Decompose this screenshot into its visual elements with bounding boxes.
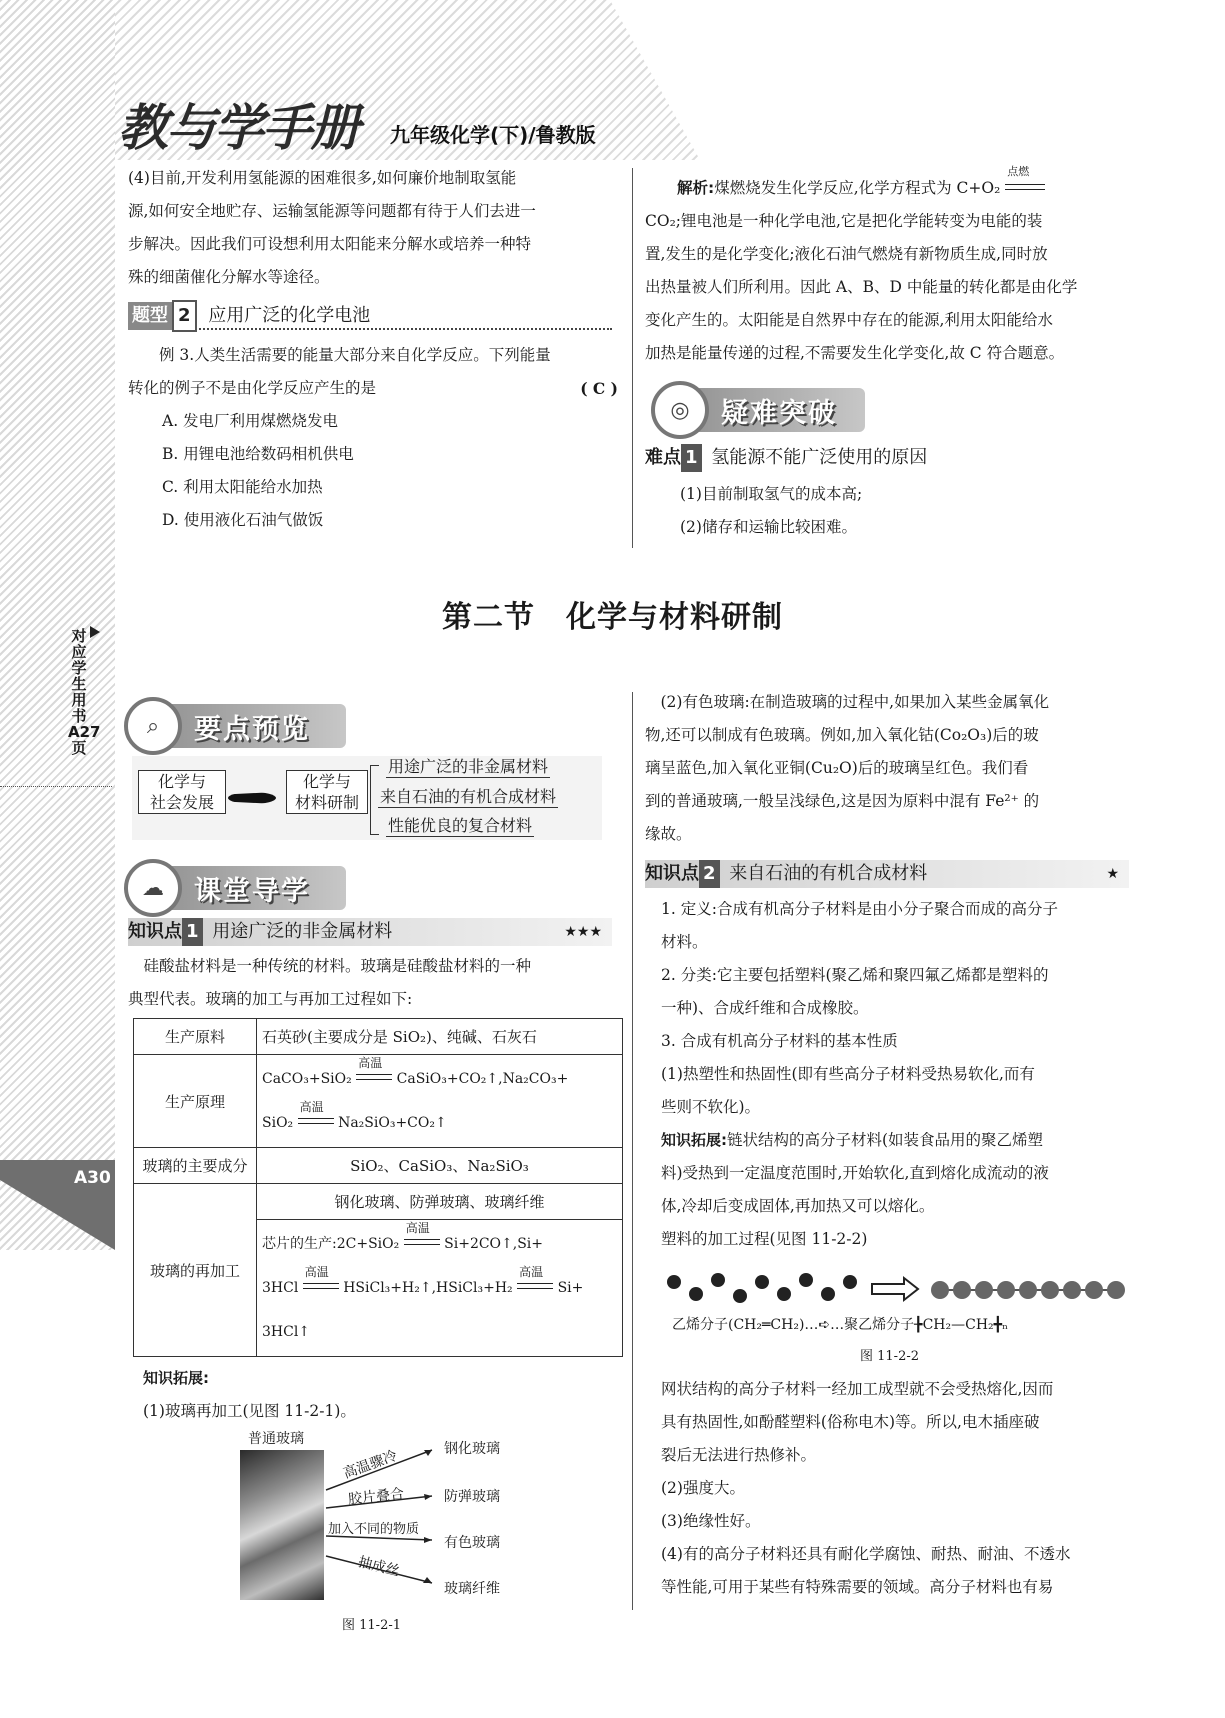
eq-part: CaCO₃+SiO₂ — [262, 1071, 352, 1087]
mindmap-root: 化学与 社会发展 — [138, 770, 226, 814]
kp-label: 知识点 — [128, 921, 182, 942]
side-note — [68, 627, 101, 757]
glass-line: (2)有色玻璃:在制造玻璃的过程中,如果加入某些金属氧化 — [660, 693, 1050, 711]
glass-line: 到的普通玻璃,一般呈浅绿色,这是因为原料中混有 Fe²⁺ 的 — [645, 792, 1040, 810]
kp1-line: 典型代表。玻璃的加工与再加工过程如下: — [128, 990, 413, 1008]
kp2-heading — [645, 860, 1129, 888]
kp1-number: 1 — [182, 918, 203, 946]
condition-text: 高温 — [519, 1265, 544, 1279]
overview-title: 要点预览 — [194, 713, 310, 745]
kp1-stars: ★★★ — [564, 924, 602, 940]
eq-part: 芯片的生产:2C+SiO₂ — [262, 1236, 400, 1252]
analysis-line: 加热是能量传递的过程,不需要发生化学变化,故 C 符合题意。 — [645, 344, 1065, 362]
tail-line: (3)绝缘性好。 — [661, 1512, 761, 1530]
condition-text: 高温 — [405, 1221, 430, 1235]
option-b: B. 用锂电池给数码相机供电 — [162, 445, 354, 463]
para-line: 步解决。因此我们可设想利用太阳能来分解水或培养一种特 — [128, 235, 532, 253]
table-head: 玻璃的主要成分 — [134, 1148, 257, 1184]
section-title: 第二节 化学与材料研制 — [442, 600, 783, 635]
kp2-line: (1)热塑性和热固性(即有些高分子材料受热易软化,而有 — [661, 1065, 1035, 1083]
analysis — [645, 165, 1135, 370]
mindmap-mid: 化学与 材料研制 — [286, 770, 368, 814]
ext-line: 塑料的加工过程(见图 11-2-2) — [661, 1230, 868, 1248]
equals-bar — [1005, 184, 1045, 190]
condition-gaowen — [517, 1265, 553, 1295]
banner-title: 疑难突破 — [721, 397, 837, 429]
table-cell: SiO₂、CaSiO₃、Na₂SiO₃ — [257, 1148, 623, 1184]
equals-bar — [404, 1239, 440, 1245]
fig2-caption: 图 11-2-2 — [860, 1349, 920, 1364]
ext-text: 链状结构的高分子材料(如装食品用的聚乙烯塑 — [727, 1131, 1044, 1149]
fig1-caption: 图 11-2-1 — [342, 1618, 402, 1633]
book-logo: 教与学手册 — [118, 99, 358, 157]
analysis-head: 煤燃烧发生化学反应,化学方程式为 C+O₂ — [714, 179, 1001, 197]
kp2-tail — [645, 1373, 1135, 1604]
analysis-line: 出热量被人们所利用。因此 A、B、D 中能量的转化都是由化学 — [645, 278, 1078, 296]
fig1-product: 防弹玻璃 — [444, 1489, 500, 1505]
ext-line: 料)受热到一定温度范围时,开始软化,直到熔化成流动的液 — [661, 1164, 1049, 1182]
tail-line: (2)强度大。 — [661, 1479, 745, 1497]
tail-line: 具有热固性,如酚醛塑料(俗称电木)等。所以,电木插座破 — [661, 1413, 1040, 1431]
figure-glass-processing — [232, 1428, 552, 1608]
condition-gaowen — [404, 1221, 440, 1251]
condition-text: 高温 — [358, 1056, 383, 1070]
answer-bracket: ( C ) — [580, 379, 618, 398]
fig1-process: 胶片叠合 — [347, 1486, 405, 1508]
fig1-source-label: 普通玻璃 — [248, 1431, 304, 1447]
glass-process-table — [133, 1018, 623, 1357]
analysis-first-line — [645, 165, 1135, 205]
mindmap-branch: 来自石油的有机合成材料 — [378, 784, 558, 808]
example-line-2 — [128, 372, 618, 405]
colored-glass — [645, 686, 1135, 851]
para-line: 源,如何安全地贮存、运输氢能源等问题都有待于人们去进一 — [128, 202, 536, 220]
kp-label: 知识点 — [645, 863, 699, 884]
analysis-line: CO₂;锂电池是一种化学电池,它是把化学能转变为电能的装 — [645, 212, 1043, 230]
table-head: 生产原理 — [134, 1055, 257, 1148]
condition-text: 点燃 — [1007, 165, 1030, 178]
eq-part: Na₂SiO₃+CO₂↑ — [338, 1115, 447, 1131]
table-head: 玻璃的再加工 — [134, 1184, 257, 1357]
equation-line — [262, 1101, 617, 1145]
figure-plastic-processing — [660, 1268, 1130, 1312]
equals-bar — [517, 1283, 553, 1289]
kp1-intro — [128, 950, 618, 1016]
table-cell — [257, 1220, 623, 1357]
kp2-line: 2. 分类:它主要包括塑料(聚乙烯和聚四氟乙烯都是塑料的 — [661, 966, 1049, 984]
eq-part: Si+2CO↑,Si+ — [444, 1236, 544, 1252]
ext-line: 体,冷却后变成固体,再加热又可以熔化。 — [661, 1197, 935, 1215]
equation-line — [262, 1222, 617, 1266]
equation-line — [262, 1266, 617, 1310]
fig1-product: 有色玻璃 — [444, 1535, 500, 1551]
condition-gaowen — [298, 1100, 334, 1130]
eq-part: 3HCl — [262, 1280, 299, 1296]
table-cell: 钢化玻璃、防弹玻璃、玻璃纤维 — [257, 1184, 623, 1220]
equation-line — [262, 1057, 617, 1101]
top-column-divider — [632, 168, 633, 548]
ext-label: 知识拓展: — [143, 1369, 209, 1387]
glass-line: 物,还可以制成有色玻璃。例如,加入氧化钴(Co₂O₃)后的玻 — [645, 726, 1039, 744]
satellite-icon: ◎ — [651, 381, 709, 439]
question-type-heading — [128, 300, 612, 330]
difficulty-banner — [655, 388, 865, 432]
analysis-line: 变化产生的。太阳能是自然界中存在的能源,利用太阳能给水 — [645, 311, 1053, 329]
option-c: C. 利用太阳能给水加热 — [162, 478, 323, 496]
equals-bar — [298, 1118, 334, 1124]
guide-title: 课堂导学 — [194, 875, 310, 907]
mindmap-branch: 性能优良的复合材料 — [386, 813, 534, 837]
kp2-line: 材料。 — [661, 933, 708, 951]
kp2-number: 2 — [699, 860, 720, 888]
difficulty-title: 氢能源不能广泛使用的原因 — [711, 447, 928, 468]
condition-text: 高温 — [299, 1100, 324, 1114]
fig1-process: 加入不同的物质 — [328, 1522, 420, 1537]
fig2-label: 乙烯分子(CH₂═CH₂)…➪…聚乙烯分子╊CH₂—CH₂╋ₙ — [672, 1317, 1009, 1333]
example-line: 转化的例子不是由化学反应产生的是 — [128, 379, 377, 397]
eq-part: Si+ — [557, 1280, 584, 1296]
tail-line: 裂后无法进行热修补。 — [661, 1446, 817, 1464]
page-number: A30 — [74, 1168, 111, 1188]
kp2-body — [645, 893, 1135, 1256]
top-left-para — [128, 162, 618, 294]
side-note-text: 对应学生用书A27页 — [68, 627, 101, 757]
kp1-line: 硅酸盐材料是一种传统的材料。玻璃是硅酸盐材料的一种 — [143, 957, 532, 975]
difficulty-heading — [645, 444, 1125, 472]
difficulty-item: (2)储存和运输比较困难。 — [680, 518, 857, 536]
condition-gaowen — [303, 1265, 339, 1295]
eq-part: SiO₂ — [262, 1115, 294, 1131]
overview-banner — [128, 704, 346, 748]
example-question — [128, 339, 618, 537]
mind-map — [132, 756, 602, 840]
type-title: 应用广泛的化学电池 — [208, 305, 371, 326]
condition-dianran — [1005, 165, 1045, 196]
condition-gaowen — [356, 1056, 392, 1086]
analysis-label: 解析: — [677, 179, 715, 197]
tail-line: 网状结构的高分子材料一经加工成型就不会受热熔化,因而 — [661, 1380, 1054, 1398]
option-d: D. 使用液化石油气做饭 — [162, 511, 324, 529]
table-head: 生产原料 — [134, 1019, 257, 1055]
para-line: (4)目前,开发利用氢能源的困难很多,如何廉价地制取氢能 — [128, 169, 517, 187]
fig1-product: 钢化玻璃 — [444, 1441, 500, 1457]
equals-bar — [356, 1074, 392, 1080]
ext-line-1 — [645, 1124, 1135, 1157]
cloud-icon: ☁ — [124, 859, 182, 917]
option-a: A. 发电厂利用煤燃烧发电 — [162, 412, 339, 430]
difficulty-number: 1 — [681, 444, 702, 472]
tail-line: 等性能,可用于某些有特殊需要的领域。高分子材料也有易 — [661, 1578, 1054, 1596]
book-subtitle: 九年级化学(下)/鲁教版 — [390, 123, 596, 147]
kp2-line: 一种)、合成纤维和合成橡胶。 — [661, 999, 869, 1017]
example-line: 例 3.人类生活需要的能量大部分来自化学反应。下列能量 — [159, 346, 551, 364]
guide-banner — [128, 866, 346, 910]
eq-part: HSiCl₃+H₂↑,HSiCl₃+H₂ — [343, 1280, 513, 1296]
eq-part: CaSiO₃+CO₂↑,Na₂CO₃+ — [396, 1071, 569, 1087]
side-dotted-rule — [0, 786, 112, 787]
kp2-stars: ★ — [1106, 866, 1119, 882]
table-cell — [257, 1055, 623, 1148]
table-cell: 石英砂(主要成分是 SiO₂)、纯碱、石灰石 — [257, 1019, 623, 1055]
glass-line: 缘故。 — [645, 825, 692, 843]
kp1-title: 用途广泛的非金属材料 — [212, 921, 393, 942]
equals-bar — [303, 1283, 339, 1289]
difficulty-items — [680, 478, 1130, 544]
fig1-product: 玻璃纤维 — [444, 1581, 500, 1597]
kp2-line: 1. 定义:合成有机高分子材料是由小分子聚合而成的高分子 — [661, 900, 1058, 918]
kp2-line: 3. 合成有机高分子材料的基本性质 — [661, 1032, 898, 1050]
difficulty-label: 难点 — [645, 447, 681, 468]
mindmap-arrow — [228, 792, 276, 804]
type-label: 题型 — [128, 302, 172, 330]
kp2-title: 来自石油的有机合成材料 — [729, 863, 928, 884]
glass-line: 璃呈蓝色,加入氧化亚铜(Cu₂O)后的玻璃呈红色。我们看 — [645, 759, 1029, 777]
equation-line: 3HCl↑ — [262, 1324, 311, 1340]
tail-line: (4)有的高分子材料还具有耐化学腐蚀、耐热、耐油、不透水 — [661, 1545, 1071, 1563]
ext-label: 知识拓展: — [661, 1131, 727, 1149]
glass-extension — [143, 1362, 613, 1428]
magnifier-icon: ⌕ — [124, 697, 182, 755]
fig1-process: 抽成丝 — [356, 1554, 402, 1580]
analysis-line: 置,发生的是化学变化;液化石油气燃烧有新物质生成,同时放 — [645, 245, 1048, 263]
kp2-line: 些则不软化)。 — [661, 1098, 761, 1116]
ext-line: (1)玻璃再加工(见图 11-2-1)。 — [143, 1402, 356, 1420]
para-line: 殊的细菌催化分解水等途径。 — [128, 268, 330, 286]
kp1-heading — [128, 918, 612, 946]
bottom-column-divider — [632, 692, 633, 1610]
type-number: 2 — [172, 300, 197, 332]
difficulty-item: (1)目前制取氢气的成本高; — [680, 485, 863, 503]
condition-text: 高温 — [304, 1265, 329, 1279]
mindmap-branch: 用途广泛的非金属材料 — [386, 754, 550, 778]
fig1-process: 高温骤冷 — [341, 1447, 400, 1483]
